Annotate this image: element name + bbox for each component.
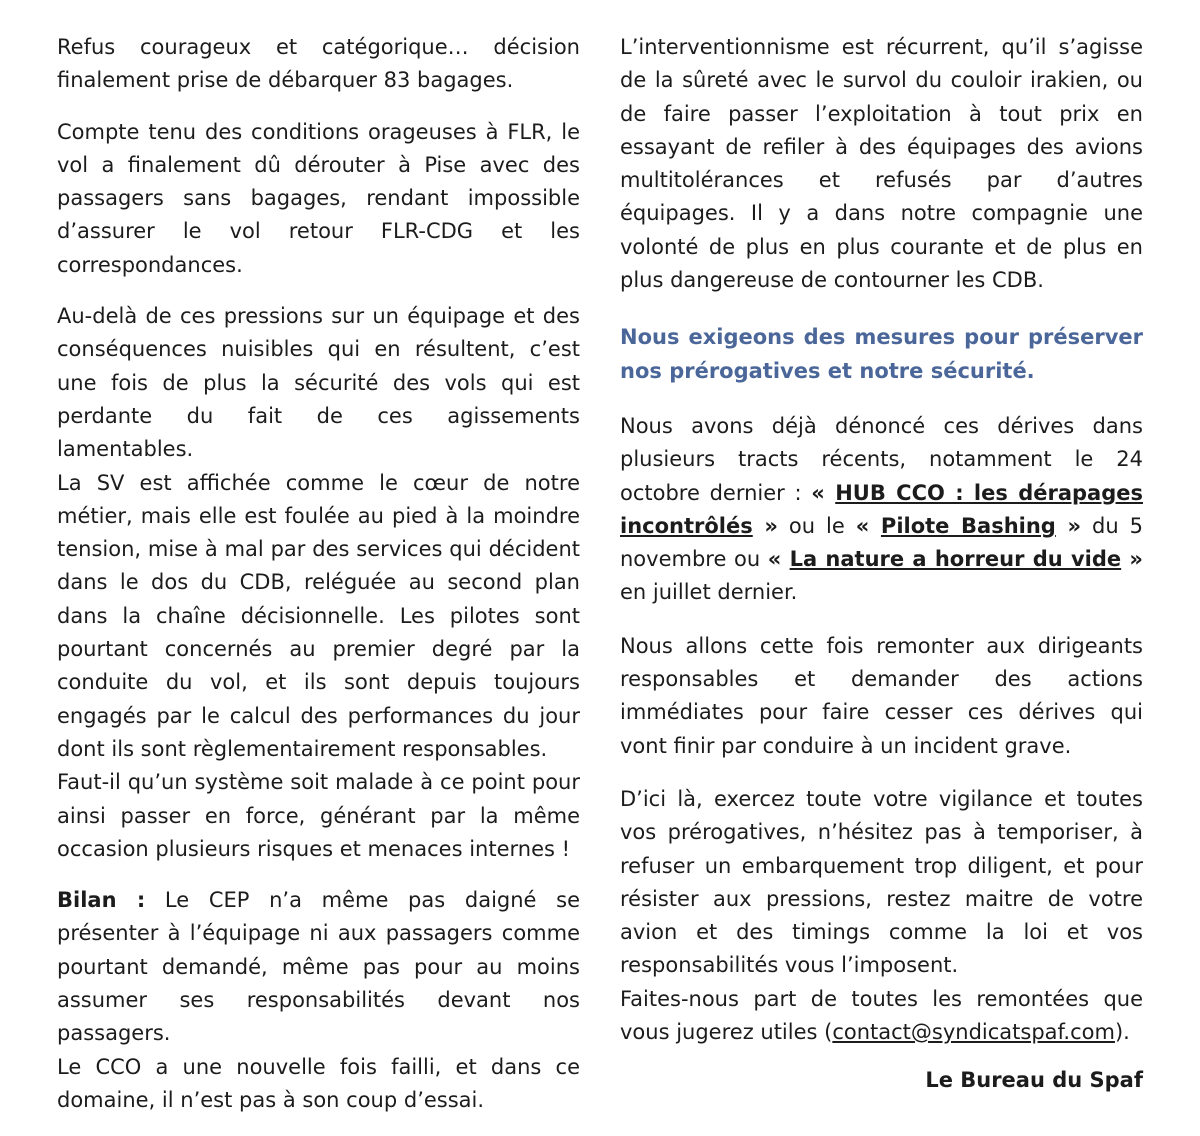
paragraph-systeme-malade: Faut-il qu’un système soit malade à ce point pour ainsi passer en force, générant par la même occasion plusieurs risques et menaces internes ! — [57, 770, 580, 861]
signature: Le Bureau du Spaf — [925, 1068, 1143, 1093]
paragraph-refus: Refus courageux et catégorique… décision finalement prise de débarquer 83 bagages. — [57, 35, 580, 93]
paragraph-au-dela: Au-delà de ces pressions sur un équipage et des conséquences nuisibles qui en résultent, c’est une fois de plus la sécurité des vols qui est perdante du fait de ces agissements lamentables. — [57, 304, 580, 462]
paragraph-bilan — [57, 884, 580, 1050]
paragraph-sv: La SV est affichée comme le cœur de notre métier, mais elle est foulée au pied à la moindre tension, mise à mal par des services qui décident dans le dos du CDB, reléguée au second plan dans la chaîne décisionnelle. Les pilotes sont pourtant concernés au premier degré par la conduite du vol, et ils sont depuis toujours engagés par le calcul des performances du jour dont ils sont règlementairement responsables. — [57, 470, 580, 761]
left-column — [57, 31, 580, 1117]
paragraph-vigilance: D’ici là, exercez toute votre vigilance et toutes vos prérogatives, n’hésitez pas à temporiser, à refuser un embarquement trop diligent, et pour résister aux pressions, restez maitre de votre avion et des timings comme la loi et vos responsabilités vous l’imposent. — [620, 786, 1143, 978]
paragraph-dirigeants: Nous allons cette fois remonter aux dirigeants responsables et demander des actions immédiates pour faire cesser ces dérives qui vont finir par conduire à un incident grave. — [620, 633, 1143, 758]
section-heading: Nous exigeons des mesures pour préserver nos prérogatives et notre sécurité. — [620, 325, 1143, 383]
right-column — [620, 31, 1143, 1098]
bilan-label: Bilan : — [57, 888, 146, 913]
paragraph-conditions-orageuses: Compte tenu des conditions orageuses à FLR, le vol a finalement dû dérouter à Pise avec des passagers sans bagages, rendant impossible d’assurer le vol retour FLR-CDG et les correspondances. — [57, 119, 580, 277]
paragraph-remontees: Faites-nous part de toutes les remontées que vous jugerez utiles (contact@syndicatspaf.com). — [620, 986, 1143, 1045]
email-link[interactable]: contact@syndicatspaf.com — [832, 1020, 1115, 1045]
paragraph-interventionnisme: L’interventionnisme est récurrent, qu’il s’agisse de la sûreté avec le survol du couloir irakien, ou de faire passer l’exploitation à tout prix en essayant de refiler à des équipages des avions multitolérances et refusés par d’autres équipages. Il y a dans notre compagnie une volonté de plus en plus courante et de plus en plus dangereuse de contourner les CDB. — [620, 35, 1143, 293]
link-hub-cco[interactable]: HUB CCO : les dérapages incontrôlés — [620, 480, 1143, 538]
link-nature-horreur-vide[interactable]: La nature a horreur du vide — [789, 547, 1122, 572]
bilan-text: Le CEP n’a même pas daigné se présenter à l’équipage ni aux passagers comme pourtant demandé, même pas pour au moins assumer ses responsabilités devant nos passagers. — [57, 888, 580, 1046]
link-pilote-bashing[interactable]: Pilote Bashing — [880, 513, 1056, 538]
paragraph-tracts: Nous avons déjà dénoncé ces dérives dans plusieurs tracts récents, notamment le 24 octobre dernier : « HUB CCO : les dérapages incontrôlés » ou le « Pilote Bashing » du 5 novembre ou « La nature a horreur du vide » en juillet dernier. — [620, 413, 1143, 605]
paragraph-cco: Le CCO a une nouvelle fois failli, et dans ce domaine, il n’est pas à son coup d’essai. — [57, 1054, 580, 1112]
